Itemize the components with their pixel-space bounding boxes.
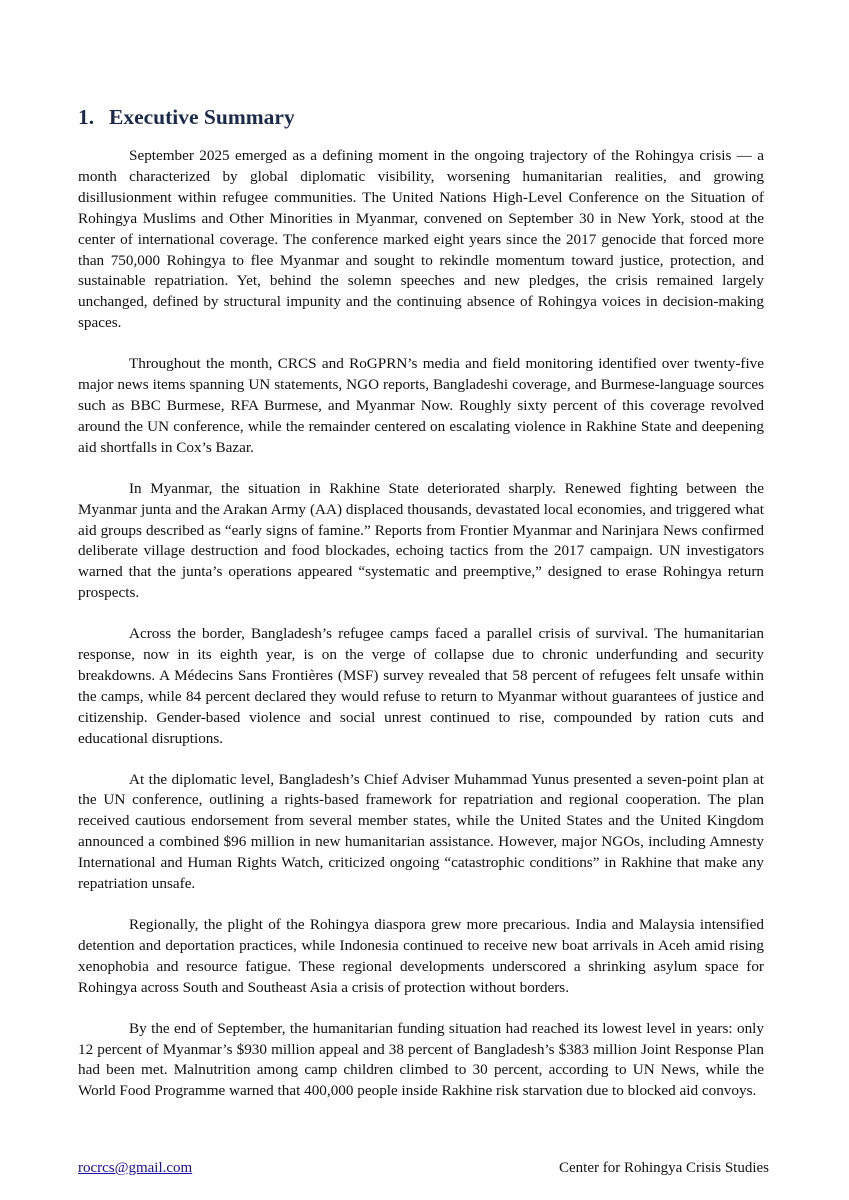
paragraph: September 2025 emerged as a defining moment in the ongoing trajectory of the Rohingya crisis — a month characterized by global diplomatic visibility, worsening humanitarian realities, and growing disillusionment within refugee communities. The United Nations High-Level Conference on the Situation of Rohingya Muslims and Other Minorities in Myanmar, convened on September 30 in New York, stood at the center of international coverage. The conference marked eight years since the 2017 genocide that forced more than 750,000 Rohingya to flee Myanmar and sought to rekindle momentum toward justice, protection, and sustainable repatriation. Yet, behind the solemn speeches and new pledges, the crisis remained largely unchanged, defined by structural impunity and the continuing absence of Rohingya voices in decision-making spaces. [78,147,764,332]
footer-organization: Center for Rohingya Crisis Studies [559,1160,769,1176]
section-heading [78,102,295,132]
paragraph: Throughout the month, CRCS and RoGPRN’s media and field monitoring identified over twenty-five major news items spanning UN statements, NGO reports, Bangladeshi coverage, and Burmese-language sources such as BBC Burmese, RFA Burmese, and Myanmar Now. Roughly sixty percent of this coverage revolved around the UN conference, while the remainder centered on escalating violence in Rakhine State and deepening aid shortfalls in Cox’s Bazar. [78,355,764,456]
paragraph: At the diplomatic level, Bangladesh’s Chief Adviser Muhammad Yunus presented a seven-point plan at the UN conference, outlining a rights-based framework for repatriation and regional cooperation. The plan received cautious endorsement from several member states, while the United States and the United Kingdom announced a combined $96 million in new humanitarian assistance. However, major NGOs, including Amnesty International and Human Rights Watch, criticized ongoing “catastrophic conditions” in Rakhine that make any repatriation unsafe. [78,770,764,893]
paragraph: By the end of September, the humanitarian funding situation had reached its lowest level in years: only 12 percent of Myanmar’s $930 million appeal and 38 percent of Bangladesh’s $383 million Joint Response Plan had been met. Malnutrition among camp children climbed to 30 percent, according to UN News, while the World Food Programme warned that 400,000 people inside Rakhine risk starvation due to blocked aid convoys. [78,1019,764,1100]
summary-body [78,146,764,1122]
section-title: Executive Summary [109,105,295,129]
paragraph: Regionally, the plight of the Rohingya diaspora grew more precarious. India and Malaysia intensified detention and deportation practices, while Indonesia continued to receive new boat arrivals in Aceh amid rising xenophobia and resource fatigue. These regional developments underscored a shrinking asylum space for Rohingya across South and Southeast Asia a crisis of protection without borders. [78,916,764,996]
paragraph: Across the border, Bangladesh’s refugee camps faced a parallel crisis of survival. The humanitarian response, now in its eighth year, is on the verge of collapse due to chronic underfunding and security breakdowns. A Médecins Sans Frontières (MSF) survey revealed that 58 percent of refugees felt unsafe within the camps, while 84 percent declared they would refuse to return to Myanmar without guarantees of justice and citizenship. Gender-based violence and social unrest continued to rise, compounded by ration cuts and educational disruptions. [78,625,764,747]
section-number: 1. [78,105,95,129]
footer-email-link[interactable]: rocrcs@gmail.com [78,1160,193,1176]
paragraph: In Myanmar, the situation in Rakhine State deteriorated sharply. Renewed fighting between the Myanmar junta and the Arakan Army (AA) displaced thousands, devastated local economies, and triggered what aid groups described as “early signs of famine.” Reports from Frontier Myanmar and Narinjara News confirmed deliberate village destruction and food blockades, echoing tactics from the 2017 campaign. UN investigators warned that the junta’s operations appeared “systematic and preemptive,” designed to erase Rohingya return prospects. [78,479,764,602]
